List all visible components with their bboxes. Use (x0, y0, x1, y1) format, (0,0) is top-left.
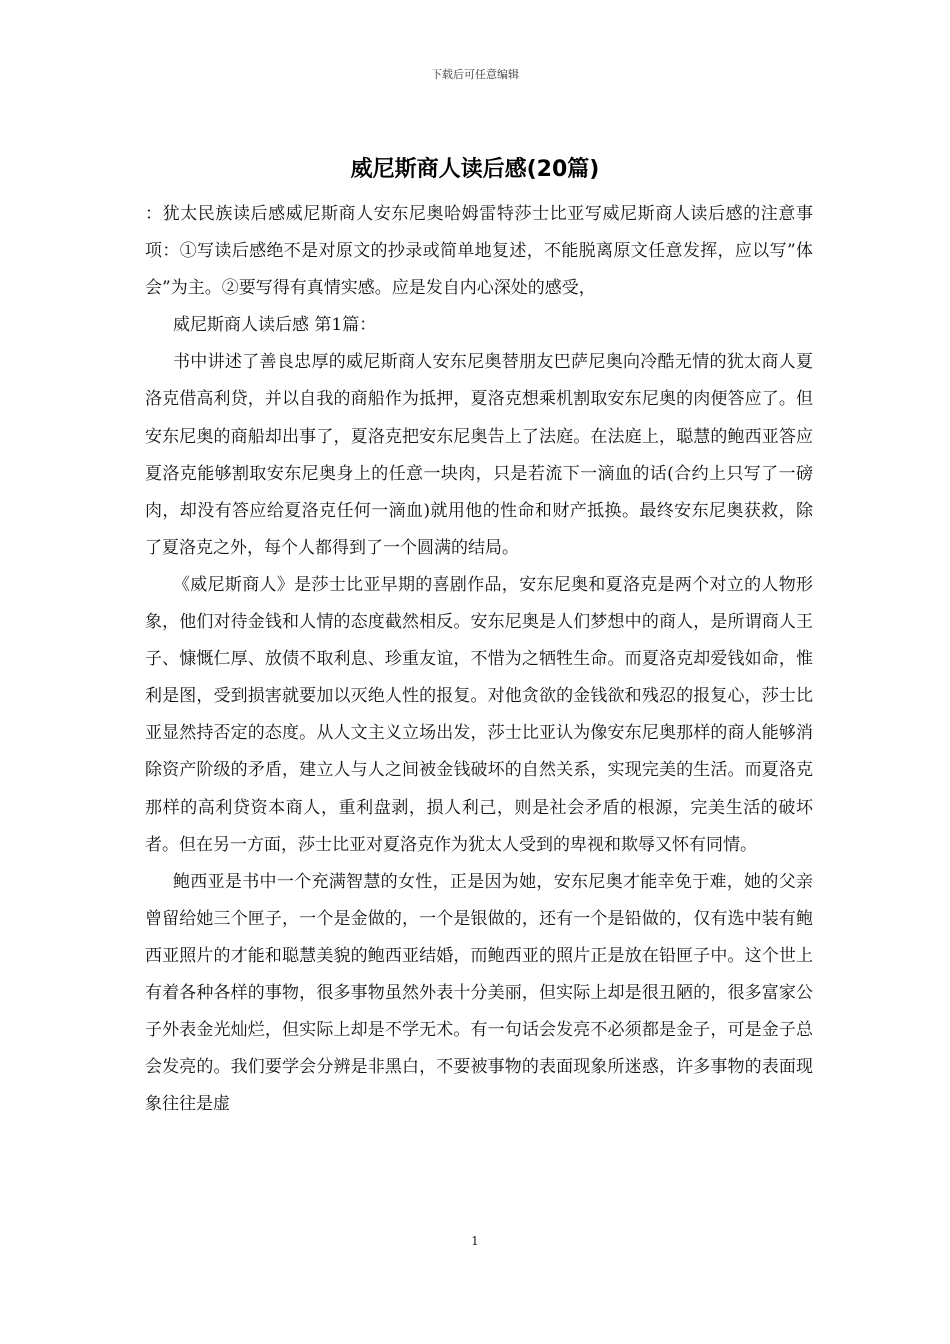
document-body (145, 196, 813, 1123)
section-heading: 威尼斯商人读后感 第1篇： (173, 315, 377, 336)
intro-paragraph: ：犹太民族读后感威尼斯商人安东尼奥哈姆雷特莎士比亚写威尼斯商人读后感的注意事项：①写读后感绝不是对原文的抄录或简单地复述，不能脱离原文任意发挥，应以写”体会”为主。②要写得有真情实感。应是发自内心深处的感受， (145, 204, 813, 299)
body-paragraph-3: 鲍西亚是书中一个充满智慧的女性，正是因为她，安东尼奥才能幸免于难，她的父亲曾留给她三个匣子，一个是金做的，一个是银做的，还有一个是铅做的，仅有选中装有鲍西亚照片的才能和聪慧美貌的鲍西亚结婚，而鲍西亚的照片正是放在铅匣子中。这个世上有着各种各样的事物，很多事物虽然外表十分美丽，但实际上却是很丑陋的，很多富家公子外表金光灿烂，但实际上却是不学无术。有一句话会发亮不必须都是金子，可是金子总会发亮的。我们要学会分辨是非黑白，不要被事物的表面现象所迷惑，许多事物的表面现象往往是虚 (145, 871, 813, 1115)
body-paragraph-1: 书中讲述了善良忠厚的威尼斯商人安东尼奥替朋友巴萨尼奥向冷酷无情的犹太商人夏洛克借高利贷，并以自我的商船作为抵押，夏洛克想乘机割取安东尼奥的肉便答应了。但安东尼奥的商船却出事了，夏洛克把安东尼奥告上了法庭。在法庭上，聪慧的鲍西亚答应夏洛克能够割取安东尼奥身上的任意一块肉，只是若流下一滴血的话(合约上只写了一磅肉，却没有答应给夏洛克任何一滴血)就用他的性命和财产抵换。最终安东尼奥获救，除了夏洛克之外，每个人都得到了一个圆满的结局。 (145, 352, 813, 558)
page-number: 1 (471, 1234, 479, 1248)
document-title: 威尼斯商人读后感(20篇) (350, 157, 600, 182)
body-paragraph-2: 《威尼斯商人》是莎士比亚早期的喜剧作品，安东尼奥和夏洛克是两个对立的人物形象，他们对待金钱和人情的态度截然相反。安东尼奥是人们梦想中的商人，是所谓商人王子、慷慨仁厚、放债不取利息、珍重友谊，不惜为之牺牲生命。而夏洛克却爱钱如命，惟利是图，受到损害就要加以灭绝人性的报复。对他贪欲的金钱欲和残忍的报复心，莎士比亚显然持否定的态度。从人文主义立场出发，莎士比亚认为像安东尼奥那样的商人能够消除资产阶级的矛盾，建立人与人之间被金钱破坏的自然关系，实现完美的生活。而夏洛克那样的高利贷资本商人，重利盘剥，损人利己，则是社会矛盾的根源，完美生活的破坏者。但在另一方面，莎士比亚对夏洛克作为犹太人受到的卑视和欺辱又怀有同情。 (145, 574, 813, 855)
header-note: 下载后可任意编辑 (431, 68, 519, 81)
